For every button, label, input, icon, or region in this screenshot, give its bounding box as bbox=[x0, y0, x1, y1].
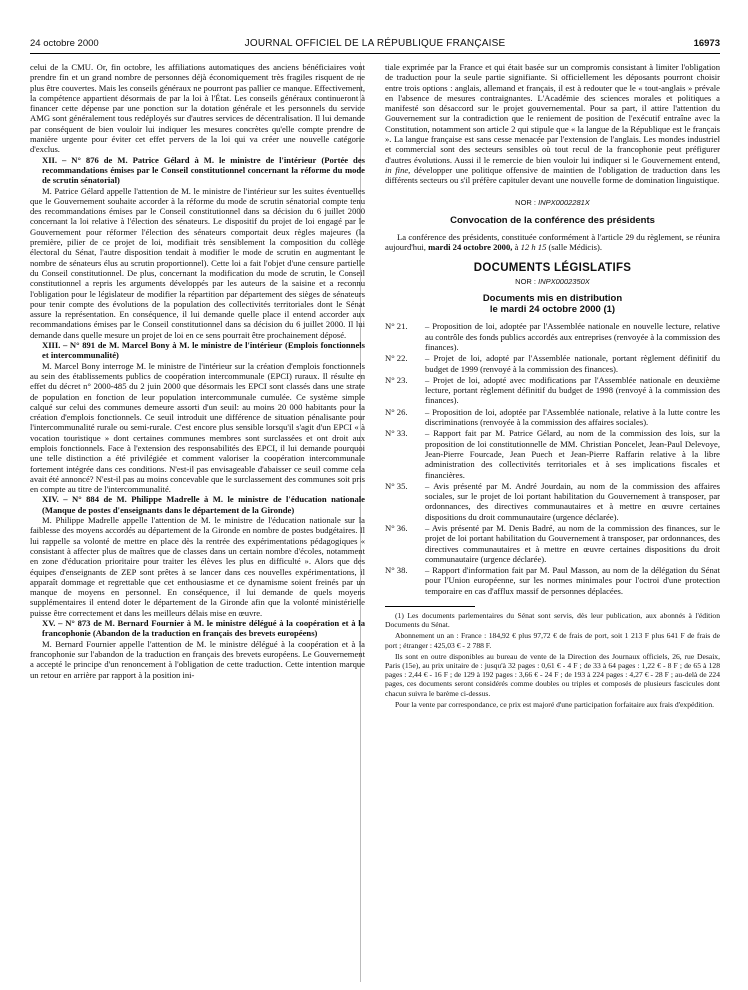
convocation-time: 12 h 15 bbox=[520, 242, 547, 253]
convocation-body bbox=[385, 232, 720, 253]
header-journal-title: JOURNAL OFFICIEL DE LA RÉPUBLIQUE FRANÇAISE bbox=[244, 38, 506, 49]
nor-code-1: INPX0002281X bbox=[538, 197, 590, 207]
list-item bbox=[385, 428, 720, 479]
footnote-mail-order: Pour la vente par correspondance, ce prix est majoré d'une participation forfaitaire aux frais d'expédition. bbox=[395, 699, 715, 709]
list-item bbox=[385, 523, 720, 564]
footnote-rule bbox=[385, 606, 475, 607]
footnote-prices: Ils sont en outre disponibles au bureau de vente de la Direction des Journaux officiels, 26, rue Desaix, Paris (15e), au prix unitaire de : jusqu'à 32 pages : 0,61 € - 4 F ; de 33 à 64 pages : 1,22 € - 8 F ; de 65 à 128 pages : 2,44 € - 16 F ; de 129 à 192 pages : 3,66 € - 24 F ; de 193 à 224 pages : 4,27 € - 28 F ; au-delà de 224 pages, ces documents seront considérés comme doubles ou triples et composés de plusieurs fascicules dont chacun suivra le barème ci-dessus. bbox=[385, 651, 720, 698]
item-text: – Rapport d'information fait par M. Paul Masson, au nom de la délégation du Sénat pour l'Union européenne, sur les normes minimales pour l'octroi d'une protection temporaire en cas d'afflux massif de personnes déplacées. bbox=[425, 565, 720, 596]
continuation-end: développer une politique offensive de maintien de l'obligation de traduction dans les différents secteurs ou s'il préfère capituler devant une nouvelle forme de domination linguistique. bbox=[385, 164, 721, 186]
list-item bbox=[385, 565, 720, 596]
item-number: N° 35. bbox=[385, 480, 408, 491]
item-number: N° 21. bbox=[385, 321, 408, 332]
distribution-title bbox=[385, 293, 720, 315]
question-15-title: (Abandon de la traduction en français des brevets européens) bbox=[92, 628, 318, 639]
item-text: – Projet de loi, adopté avec modifications par l'Assemblée nationale en deuxième lecture, portant règlement définitif du budget de 1998 (renvoyé à la commission des finances). bbox=[425, 374, 720, 406]
item-number: N° 33. bbox=[385, 428, 408, 439]
item-text: – Avis présenté par M. André Jourdain, au nom de la commission des affaires sociales, sur le projet de loi portant habilitation du Gouvernement à transposer, par ordonnances, des directives communautaires et à mettre en œuvre certaines dispositions du droit communautaire (urgence déclarée). bbox=[425, 480, 720, 522]
question-15-number: XV. – N° 873 de M. Bernard Fournier à M. le ministre délégué à la coopération et à la francophonie bbox=[42, 618, 365, 639]
question-12-body: M. Patrice Gélard appelle l'attention de M. le ministre de l'intérieur sur les suites éventuelles que le Gouvernement souhaite accorder à la réforme du mode de scrutin sénatorial compte tenu des recommandations émises par le Conseil constitutionnel dans sa décision du 6 juillet 2000 concernant la loi relative à l'élection des sénateurs. Le dispositif du projet de loi engagé par le Gouvernement pour réformer l'élection des sénateurs comportait deux règles majeures (la première, pilier de ce projet de loi, modifiait très sensiblement la composition du collège électoral du Sénat, l'autre disposition tendait à modifier le mode de scrutin en augmentant le nombre de sénateurs élus au scrutin proportionnel). Cette loi a fait l'objet d'une censure partielle du Conseil constitutionnel. De plus, concernant la modification du mode de scrutin, le Conseil constitutionnel a repris les arguments développés par les auteurs de la saisine et a reconnu l'obligation pour le législateur de modifier la répartition par département des sièges de sénateurs pour tenir compte des évolutions de la population des collectivités territoriales dont le Sénat assure la représentation. En conséquence, il lui demande quelle place il entend accorder aux recommandations émises par le Conseil constitutionnel dans sa décision du 6 juillet 2000. Il lui demande dans quelle mesure un projet de loi en ce sens pourrait être prochainement déposé. bbox=[30, 185, 365, 340]
convocation-text-b: (salle Médicis). bbox=[548, 242, 602, 253]
question-14-body: M. Philippe Madrelle appelle l'attention de M. le ministre de l'éducation nationale sur la faiblesse des moyens accordés au département de la Gironde en nombre de postes budgétaires. Il lui rappelle sa volonté de mettre en place dès la rentrée des expérimentations pédagogiques « consistant à affecter plus de maîtres que de classes dans un certain nombre d'écoles, notamment en zone d'éducation prioritaire pour traiter les élèves les plus en difficulté ». Alors que des équipes d'enseignants de ZEP sont prêtes à se lancer dans ces nouvelles expérimentations, il apparaît dommage et regrettable que cet enthousiasme et ce dynamisme soient freinés par un manque de moyens en personnel. En conséquence, il lui demande de quels moyens supplémentaires il entend doter le département de la Gironde afin que la volonté ministérielle puisse être correctement et dans les meilleurs délais mise en œuvre. bbox=[30, 515, 365, 618]
distribution-title-line-2: le mardi 24 octobre 2000 (1) bbox=[489, 304, 616, 316]
list-item bbox=[385, 375, 720, 406]
item-number: N° 22. bbox=[385, 353, 408, 364]
header-page-number: 16973 bbox=[693, 38, 720, 49]
question-13-number: XIII. – N° 891 de M. Marcel Bony à M. le ministre de l'intérieur bbox=[42, 340, 283, 351]
document-list bbox=[385, 321, 720, 596]
continuation-text: tiale exprimée par la France et qui était basée sur un compromis consistant à limiter l'obligation de traduction pour la seule partie signifiante. Si officiellement les déposants pourront choisir entre trois options : anglais, allemand et français, il est à redouter que le « tout-anglais » prévale en l'absence de mesures contraignantes. L'Académie des sciences morales et politiques a manifesté son désaccord sur le projet gouvernemental. Pour sa part, il attire l'attention du Gouvernement sur la contradiction que le reniement de position de l'exécutif entraîne avec la Constitution, notamment son article 2 qui stipule que « la langue de la République est le français ». La langue française est sans cesse menacée par l'extension de l'anglais. Les mondes industriel et commercial sont des secteurs sensibles où tout recul de la francophonie peut préfigurer d'autres évolutions. Aussi il le remercie de bien vouloir lui indiquer si le Gouvernement entend, bbox=[385, 62, 720, 165]
documents-legislatifs-title: DOCUMENTS LÉGISLATIFS bbox=[473, 261, 632, 274]
nor-reference-1 bbox=[385, 198, 720, 208]
continuation-paragraph bbox=[385, 62, 720, 186]
question-15-body: M. Bernard Fournier appelle l'attention de M. le ministre délégué à la coopération et à la francophonie sur l'abandon de la traduction en français des brevets européens. Le Gouvernement a accepté le principe d'un renoncement à l'obligation de cette traduction. Cette intention marque un retour en arrière par rapport à la position ini- bbox=[30, 638, 365, 680]
item-text: – Rapport fait par M. Patrice Gélard, au nom de la commission des lois, sur la proposition de loi constitutionnelle de MM. Christian Poncelet, Jean-Paul Delevoye, Jean-Pierre Fourcade, Jean Puech et Jean-Pierre Raffarin relative à la libre administration des collectivités territoriales et à ses implications fiscales et financières. bbox=[425, 428, 720, 480]
item-text: – Proposition de loi, adoptée par l'Assemblée nationale, relative à la lutte contre les discriminations (renvoyée à la commission des affaires sociales). bbox=[425, 406, 720, 428]
right-column bbox=[385, 62, 720, 711]
continuation-emphasis: in fine, bbox=[385, 164, 411, 175]
question-12-number: XII. – N° 876 de M. Patrice Gélard à M. le ministre de l'intérieur bbox=[42, 154, 317, 165]
question-14-heading bbox=[30, 494, 365, 515]
list-item bbox=[385, 407, 720, 428]
question-12-title: (Portée des recommandations émises par le Conseil constitutionnel concernant la réforme du mode de scrutin sénatorial) bbox=[42, 154, 365, 186]
convocation-date: mardi 24 octobre 2000, bbox=[428, 242, 513, 253]
header-date: 24 octobre 2000 bbox=[30, 38, 99, 49]
question-14-title: (Manque de postes d'enseignants dans le département de la Gironde) bbox=[42, 504, 295, 515]
item-text: – Projet de loi, adopté par l'Assemblée nationale, portant règlement définitif du budget de 1999 (renvoyé à la commission des finances). bbox=[425, 353, 720, 374]
question-13-body: M. Marcel Bony interroge M. le ministre de l'intérieur sur la création d'emplois fonctionnels au sein des établissements publics de coopération intercommunale (EPCI) ruraux. Il résulte en effet du décret n° 2000-485 du 2 juin 2000 que désormais les EPCI sont classés dans une strate de population en fonction de leur population intercommunale cumulée. Ce système simple calqué sur celui des communes demeure assorti d'un seuil: au moins 20 000 habitants pour la création d'emplois fonctionnels. Ce seuil introduit une différence de situation pénalisante pour l'intercommunalité rurale ou semi-rurale. C'est encore plus sensible lorsqu'il s'agit d'un EPCI « à vocation touristique » dont certaines communes membres sont surclassées et ont droit aux emplois fonctionnels. Face à l'extension des responsabilités des EPCI, il lui demande pourquoi une telle distinction a été privilégiée et comment valoriser la coopération intercommunale fortement intégrée dans ces conditions. N'est-il pas envisageable d'abaisser ce seuil comme cela avait été annoncé? N'est-il pas au moins concevable que le surclassement des communes soit pris en compte au titre de l'intercommunalité. bbox=[30, 360, 365, 495]
convocation-at: à bbox=[514, 242, 519, 253]
item-text: – Proposition de loi, adoptée par l'Assemblée nationale en nouvelle lecture, relative au contrôle des fonds publics accordés aux entreprises (renvoyée à la commission des finances). bbox=[425, 321, 720, 352]
list-item bbox=[385, 321, 720, 352]
question-14-number: XIV. – N° 884 de M. Philippe Madrelle à M. le ministre de l'éducation nationale bbox=[42, 494, 365, 505]
item-number: N° 23. bbox=[385, 374, 408, 385]
nor-reference-2 bbox=[385, 277, 720, 287]
nor-code-2: INPX0002350X bbox=[538, 277, 590, 287]
distribution-title-line-1: Documents mis en distribution bbox=[482, 293, 623, 305]
question-12-heading bbox=[30, 155, 365, 186]
item-text: – Avis présenté par M. Denis Badré, au nom de la commission des finances, sur le projet de loi portant habilitation du Gouvernement à transposer, par ordonnances, des directives communautaires et à mettre en œuvre certaines dispositions du droit communautaire (urgence déclarée). bbox=[425, 522, 720, 564]
nor-label-1: NOR : bbox=[515, 197, 537, 207]
convocation-text-a: La conférence des présidents, constituée conformément à l'article 29 du règlement, se réunira aujourd'hui, bbox=[385, 232, 720, 253]
page-header bbox=[30, 38, 720, 54]
convocation-title: Convocation de la conférence des présidents bbox=[450, 214, 655, 226]
list-item bbox=[385, 353, 720, 374]
left-column bbox=[30, 62, 365, 680]
question-13-heading bbox=[30, 340, 365, 361]
question-13-title: (Emplois fonctionnels et intercommunalité) bbox=[42, 340, 365, 361]
intro-paragraph: celui de la CMU. Or, fin octobre, les affiliations automatiques des anciens bénéficiaires vont prendre fin et un grand nombre de personnes déjà économiquement très fragiles risquent de ne plus être couvertes. Mais les conseils généraux ne pourront pas pallier ce manque. Effectivement, la compétence appartient désormais de par la loi à l'État. Les conseils généraux continueront à financer cette dépense par une ponction sur la dotation générale et les personnels du service AMG sont généralement tous redéployés sur d'autres services de décentralisation. Il lui demande par conséquent de bien vouloir lui indiquer les mesures concrètes qu'elle compte prendre de manière urgente pour éviter cet effet pervers de la loi qui va créer une nouvelle catégorie d'exclus. bbox=[30, 62, 365, 155]
nor-label-2: NOR : bbox=[515, 277, 537, 287]
footnote-1: (1) Les documents parlementaires du Sénat sont servis, dès leur publication, aux abonnés à l'édition Documents du Sénat. bbox=[385, 611, 720, 630]
item-number: N° 26. bbox=[385, 406, 408, 417]
header-rule bbox=[30, 53, 720, 54]
item-number: N° 38. bbox=[385, 565, 408, 576]
item-number: N° 36. bbox=[385, 522, 408, 533]
question-15-heading bbox=[30, 618, 365, 639]
footnote-subscription: Abonnement un an : France : 184,92 € plus 97,72 € de frais de port, soit 1 213 F plus 641 F de frais de port ; étranger : 425,03 € - 2 788 F. bbox=[385, 631, 720, 650]
list-item bbox=[385, 481, 720, 522]
